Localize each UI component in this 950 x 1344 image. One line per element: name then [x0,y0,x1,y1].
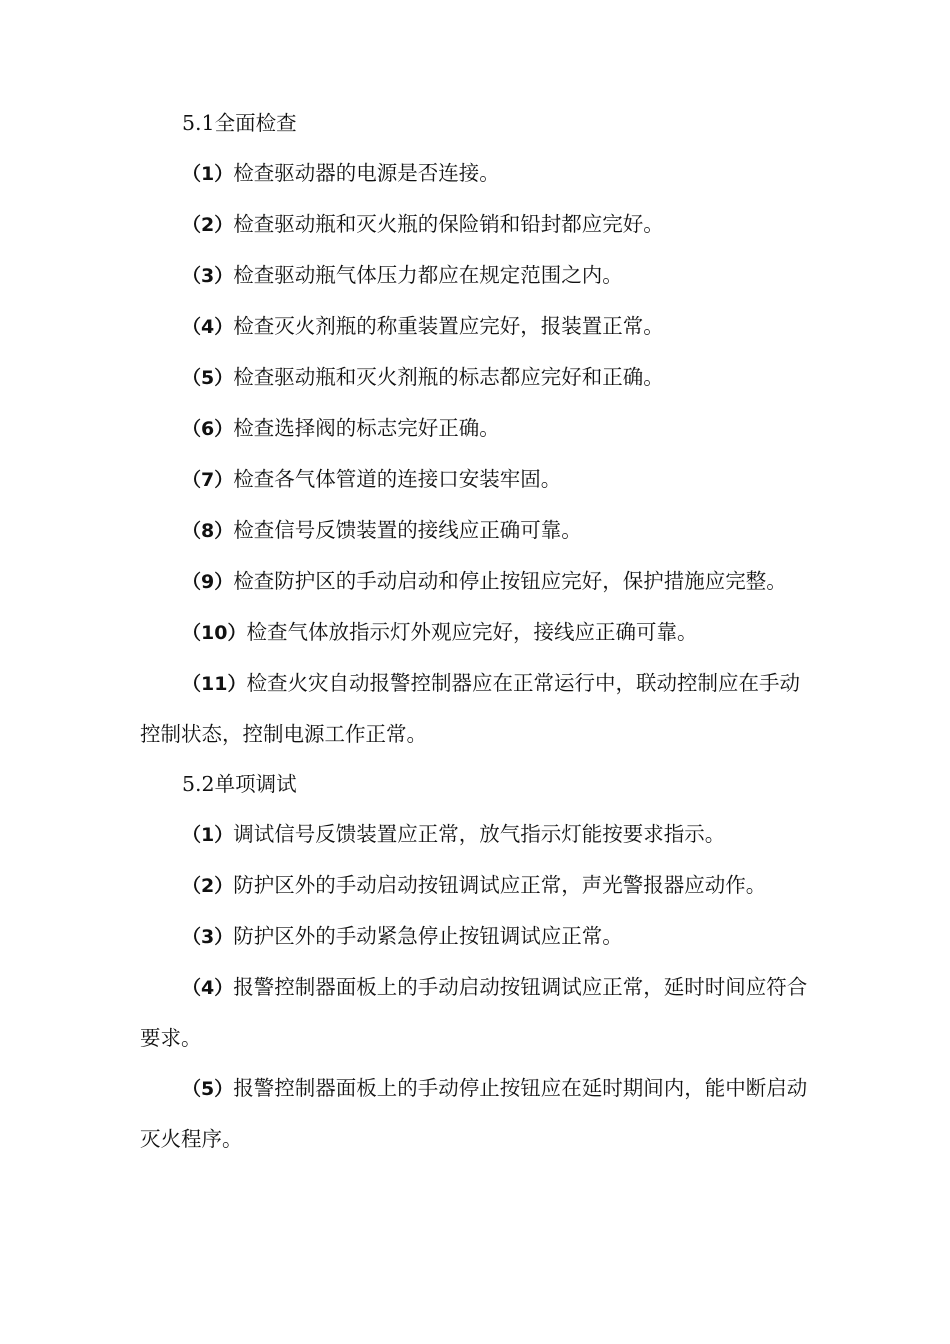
list-item [140,199,812,250]
item-number: （2） [182,875,234,897]
item-text: 检查驱动瓶和灭火瓶的保险销和铅封都应完好。 [233,212,664,236]
item-number: （7） [182,469,234,491]
item-text: 报警控制器面板上的手动启动按钮调试应正常，延时时间应符合要求。 [140,975,808,1050]
item-number: （1） [182,163,234,185]
list-item [140,860,812,911]
list-item [140,658,812,759]
item-number: （5） [182,1078,234,1100]
item-number: （10） [182,622,247,644]
item-number: （4） [182,316,234,338]
list-item [140,556,812,607]
item-number: （5） [182,367,234,389]
item-number: （1） [182,824,234,846]
item-text: 防护区外的手动紧急停止按钮调试应正常。 [233,924,623,948]
list-item [140,809,812,860]
item-text: 检查防护区的手动启动和停止按钮应完好，保护措施应完整。 [233,569,787,593]
section-heading-5-2: 5.2单项调试 [182,772,297,796]
item-text: 防护区外的手动启动按钮调试应正常，声光警报器应动作。 [233,873,767,897]
list-item [140,505,812,556]
list-item [140,607,812,658]
item-text: 检查驱动瓶和灭火剂瓶的标志都应完好和正确。 [233,365,664,389]
item-text: 检查火灾自动报警控制器应在正常运行中，联动控制应在手动控制状态，控制电源工作正常。 [140,671,800,746]
item-number: （4） [182,977,234,999]
list-item [140,352,812,403]
item-text: 检查气体放指示灯外观应完好，接线应正确可靠。 [246,620,698,644]
section-heading-5-1: 5.1全面检查 [182,111,297,135]
item-text: 报警控制器面板上的手动停止按钮应在延时期间内，能中断启动灭火程序。 [140,1076,808,1151]
list-item [140,250,812,301]
item-number: （2） [182,214,234,236]
item-text: 检查驱动器的电源是否连接。 [233,161,500,185]
item-text: 检查信号反馈装置的接线应正确可靠。 [233,518,582,542]
item-text: 检查各气体管道的连接口安装牢固。 [233,467,562,491]
list-item [140,301,812,352]
item-text: 检查选择阀的标志完好正确。 [233,416,500,440]
list-item [140,454,812,505]
list-item [140,962,812,1063]
list-item [140,911,812,962]
item-text: 调试信号反馈装置应正常，放气指示灯能按要求指示。 [233,822,726,846]
item-number: （3） [182,265,234,287]
item-number: （11） [182,673,247,695]
item-number: （6） [182,418,234,440]
item-number: （3） [182,926,234,948]
list-item [140,148,812,199]
item-number: （8） [182,520,234,542]
document-page [140,98,812,1164]
list-item [140,1063,812,1164]
item-text: 检查灭火剂瓶的称重装置应完好，报装置正常。 [233,314,664,338]
item-text: 检查驱动瓶气体压力都应在规定范围之内。 [233,263,623,287]
item-number: （9） [182,571,234,593]
list-item [140,403,812,454]
